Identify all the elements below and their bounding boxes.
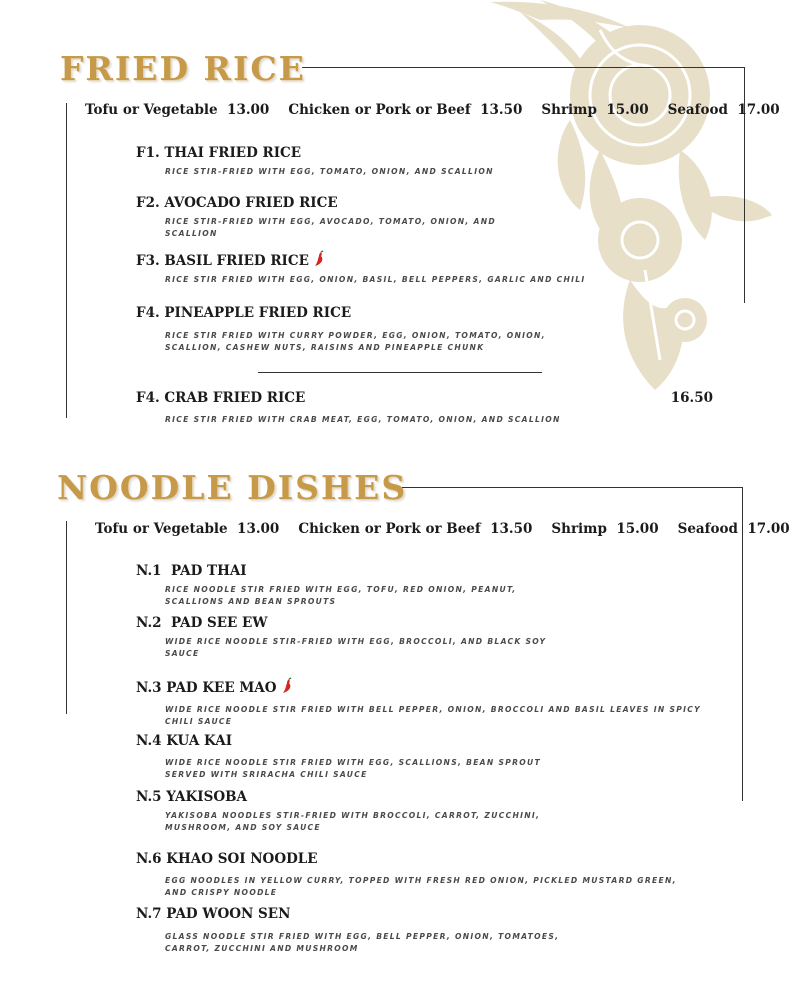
noodle-price-row [95,523,790,537]
menu-item [136,563,716,607]
menu-item [136,733,716,780]
price-value: 15.00 [616,521,659,537]
price-label: Chicken or Pork or Beef [288,102,471,118]
item-description: RICE STIR FRIED WITH EGG, ONION, BASIL, BELL PEPPERS, GARLIC AND CHILI [165,275,586,284]
price-value: 13.00 [237,521,280,537]
price-value: 17.00 [737,102,780,118]
item-description: WIDE RICE NOODLE STIR FRIED WITH BELL PEPPER, ONION, BROCCOLI AND BASIL LEAVES IN SPICY CHILI SAUCE [165,705,701,726]
price-label: Chicken or Pork or Beef [298,521,481,537]
item-name: N.4 KUA KAI [136,733,233,749]
item-name: F3. BASIL FRIED RICE [136,253,309,269]
item-name: F1. THAI FRIED RICE [136,145,302,161]
menu-item [136,789,716,833]
price-value: 15.00 [606,102,649,118]
item-description: YAKISOBA NOODLES STIR-FRIED WITH BROCCOLI, CARROT, ZUCCHINI, MUSHROOM, AND SOY SAUCE [165,811,541,832]
noodle-dishes-title: NOODLE DISHES [57,468,408,507]
item-description: RICE STIR-FRIED WITH EGG, TOMATO, ONION, AND SCALLION [165,167,494,176]
fried-rice-title: FRIED RICE [60,49,306,88]
price-option [668,104,780,118]
item-name: N.5 YAKISOBA [136,789,247,805]
item-description: RICE STIR FRIED WITH CURRY POWDER, EGG, ONION, TOMATO, ONION, SCALLION, CASHEW NUTS, RAISINS AND PINEAPPLE CHUNK [165,331,546,352]
item-name: N.2 PAD SEE EW [136,615,268,631]
item-description: RICE STIR-FRIED WITH EGG, AVOCADO, TOMATO, ONION, AND SCALLION [165,217,496,238]
price-label: Tofu or Vegetable [95,521,228,537]
menu-item [136,145,716,178]
chili-pepper-icon [312,251,326,267]
item-name: N.6 KHAO SOI NOODLE [136,851,318,867]
divider-line [66,103,67,418]
item-name: F4. PINEAPPLE FRIED RICE [136,305,352,321]
chili-pepper-icon [280,678,294,694]
item-name: F4. CRAB FRIED RICE [136,390,306,406]
menu-item [136,390,713,426]
divider-line [302,67,744,68]
item-name-row [136,678,716,696]
fried-rice-price-row [85,104,780,118]
item-description: RICE NOODLE STIR FRIED WITH EGG, TOFU, RED ONION, PEANUT, SCALLIONS AND BEAN SPROUTS [165,585,517,606]
price-option [541,104,648,118]
price-option [85,104,269,118]
price-value: 13.00 [227,102,270,118]
item-name: N.7 PAD WOON SEN [136,906,291,922]
price-option [95,523,279,537]
item-description: GLASS NOODLE STIR FRIED WITH EGG, BELL PEPPER, ONION, TOMATOES, CARROT, ZUCCHINI AND MUSHROOM [165,932,560,953]
item-name: N.1 PAD THAI [136,563,247,579]
price-label: Tofu or Vegetable [85,102,218,118]
menu-item [136,195,716,239]
price-label: Seafood [677,521,738,537]
menu-item [136,678,716,727]
price-option [551,523,658,537]
price-option [288,104,522,118]
item-description: RICE STIR FRIED WITH CRAB MEAT, EGG, TOMATO, ONION, AND SCALLION [165,415,561,424]
item-description: EGG NOODLES IN YELLOW CURRY, TOPPED WITH FRESH RED ONION, PICKLED MUSTARD GREEN, AND CRISPY NOODLE [165,876,677,897]
price-label: Seafood [667,102,728,118]
divider-line [66,521,67,714]
menu-item [136,906,716,954]
menu-item [136,851,716,898]
price-value: 13.50 [490,521,533,537]
item-description: WIDE RICE NOODLE STIR-FRIED WITH EGG, BROCCOLI, AND BLACK SOY SAUCE [165,637,547,658]
menu-item [136,305,716,353]
item-name-row [136,251,716,269]
item-name: F2. AVOCADO FRIED RICE [136,195,338,211]
price-option [678,523,790,537]
price-option [298,523,532,537]
item-description: WIDE RICE NOODLE STIR FRIED WITH EGG, SCALLIONS, BEAN SPROUT SERVED WITH SRIRACHA CHILI SAUCE [165,758,541,779]
item-separator [258,372,542,373]
menu-item [136,615,716,659]
item-name: N.3 PAD KEE MAO [136,680,277,696]
price-value: 13.50 [480,102,523,118]
price-label: Shrimp [551,521,607,537]
divider-line [402,487,742,488]
price-value: 17.00 [747,521,790,537]
menu-item [136,251,716,286]
item-price: 16.50 [670,390,713,406]
price-label: Shrimp [541,102,597,118]
